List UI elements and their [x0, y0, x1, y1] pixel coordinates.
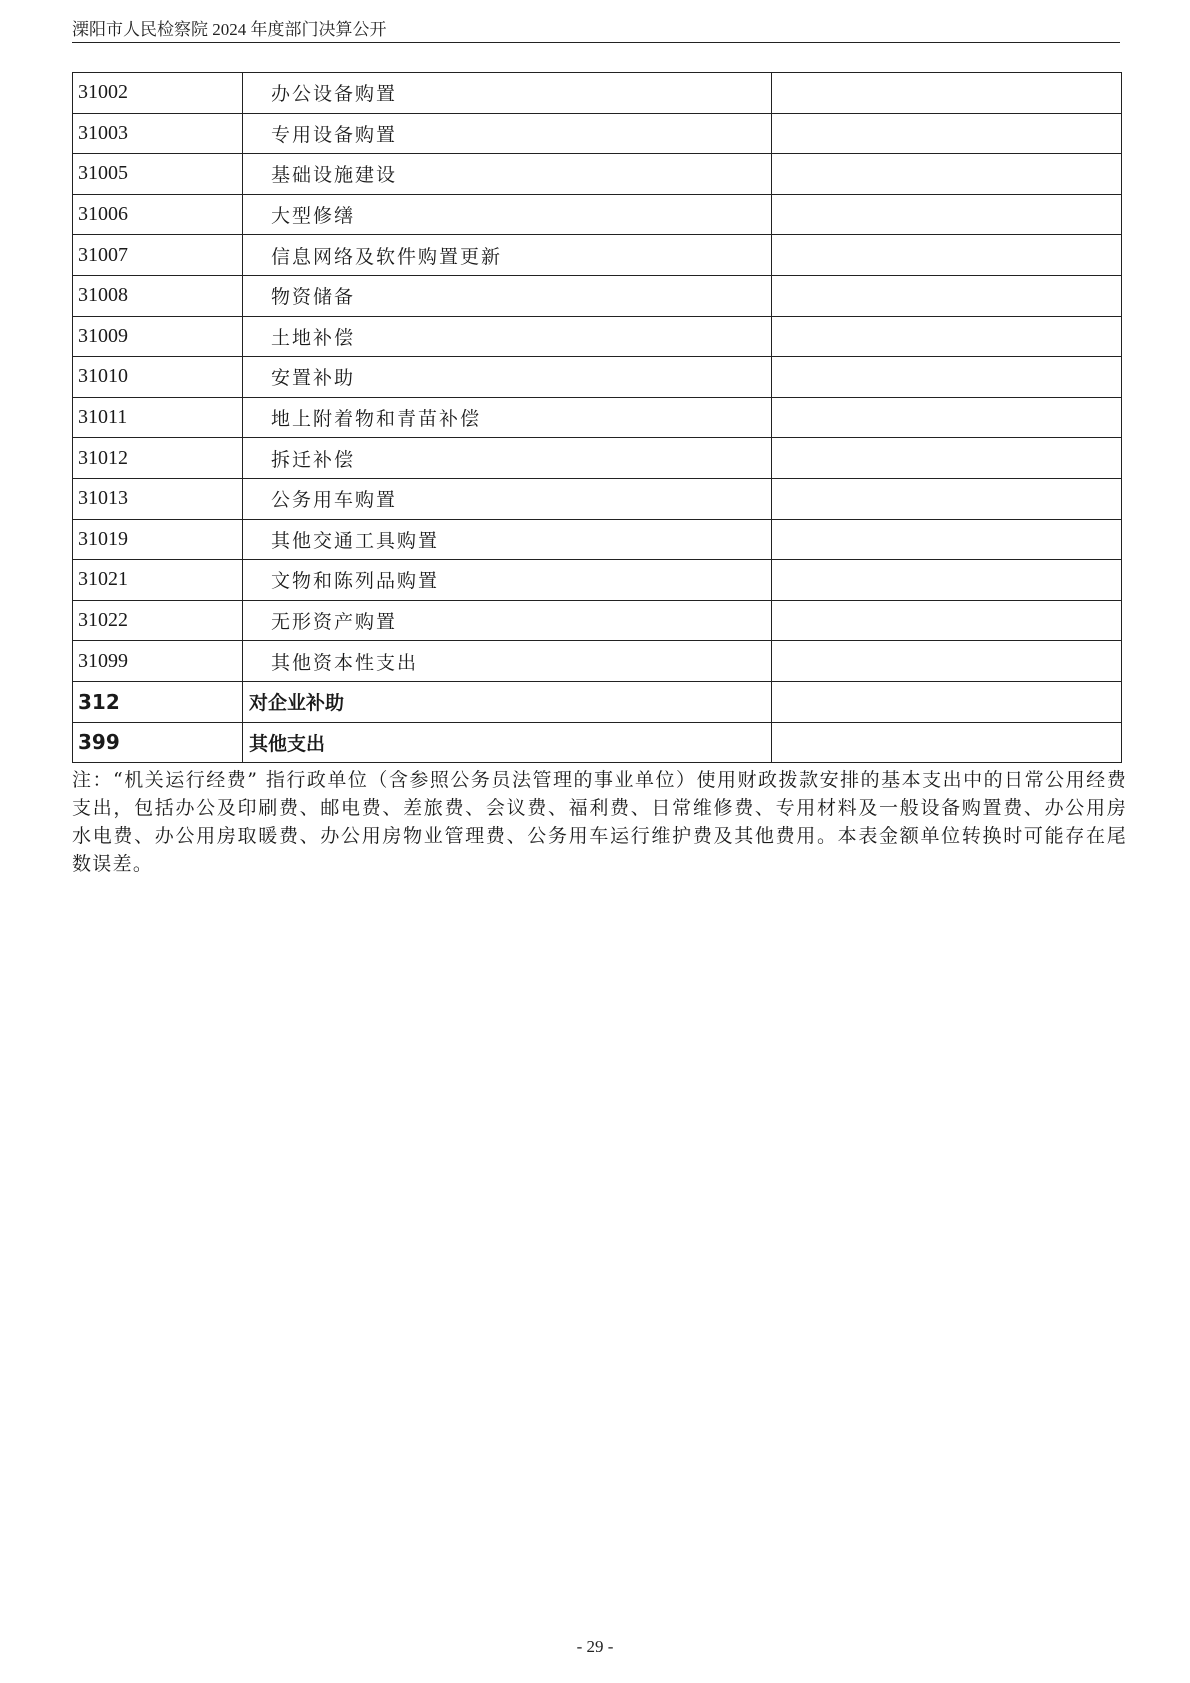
- cell-item-name: 公务用车购置: [243, 478, 772, 519]
- cell-item-name: 安置补助: [243, 357, 772, 398]
- running-header-title: 溧阳市人民检察院 2024 年度部门决算公开: [72, 20, 387, 39]
- table-row: [73, 275, 1122, 316]
- table-row: [73, 357, 1122, 398]
- cell-item-name: 地上附着物和青苗补偿: [243, 397, 772, 438]
- table-row: [73, 600, 1122, 641]
- cell-amount: [772, 681, 1122, 722]
- table-row: [73, 397, 1122, 438]
- table-footnote: 注：“机关运行经费” 指行政单位（含参照公务员法管理的事业单位）使用财政拨款安排的基本支出中的日常公用经费支出，包括办公及印刷费、邮电费、差旅费、会议费、福利费、日常维修费、专用材料及一般设备购置费、办公用房水电费、办公用房取暖费、办公用房物业管理费、公务用车运行维护费及其他费用。本表金额单位转换时可能存在尾数误差。: [72, 769, 1127, 875]
- table-row: [73, 519, 1122, 560]
- table-row: [73, 560, 1122, 601]
- cell-code: 31009: [73, 316, 243, 357]
- cell-amount: [772, 560, 1122, 601]
- cell-amount: [772, 357, 1122, 398]
- cell-item-name: 办公设备购置: [243, 73, 772, 114]
- page-number: - 29 -: [576, 1637, 614, 1656]
- cell-amount: [772, 722, 1122, 763]
- table-row: [73, 478, 1122, 519]
- cell-code: 31099: [73, 641, 243, 682]
- table-row: [73, 154, 1122, 195]
- table-row: [73, 438, 1122, 479]
- cell-code: 312: [73, 681, 243, 722]
- cell-amount: [772, 397, 1122, 438]
- expenditure-table: [72, 72, 1122, 763]
- cell-code: 31006: [73, 194, 243, 235]
- cell-code: 31005: [73, 154, 243, 195]
- cell-item-name: 物资储备: [243, 275, 772, 316]
- cell-item-name: 对企业补助: [243, 681, 772, 722]
- cell-code: 31022: [73, 600, 243, 641]
- cell-amount: [772, 154, 1122, 195]
- table-row: [73, 681, 1122, 722]
- cell-amount: [772, 641, 1122, 682]
- cell-amount: [772, 600, 1122, 641]
- cell-item-name: 专用设备购置: [243, 113, 772, 154]
- table-row: [73, 194, 1122, 235]
- cell-code: 31011: [73, 397, 243, 438]
- cell-item-name: 其他交通工具购置: [243, 519, 772, 560]
- cell-item-name: 土地补偿: [243, 316, 772, 357]
- table-row: [73, 73, 1122, 114]
- cell-code: 31003: [73, 113, 243, 154]
- cell-code: 31021: [73, 560, 243, 601]
- cell-code: 31002: [73, 73, 243, 114]
- cell-code: 399: [73, 722, 243, 763]
- cell-amount: [772, 194, 1122, 235]
- cell-item-name: 信息网络及软件购置更新: [243, 235, 772, 276]
- cell-item-name: 无形资产购置: [243, 600, 772, 641]
- cell-amount: [772, 438, 1122, 479]
- cell-code: 31012: [73, 438, 243, 479]
- cell-amount: [772, 519, 1122, 560]
- cell-amount: [772, 275, 1122, 316]
- cell-code: 31008: [73, 275, 243, 316]
- cell-amount: [772, 235, 1122, 276]
- cell-amount: [772, 73, 1122, 114]
- cell-item-name: 其他支出: [243, 722, 772, 763]
- table-row: [73, 316, 1122, 357]
- cell-code: 31007: [73, 235, 243, 276]
- cell-item-name: 基础设施建设: [243, 154, 772, 195]
- cell-item-name: 其他资本性支出: [243, 641, 772, 682]
- cell-code: 31019: [73, 519, 243, 560]
- cell-item-name: 大型修缮: [243, 194, 772, 235]
- header-rule: [72, 42, 1120, 43]
- cell-item-name: 拆迁补偿: [243, 438, 772, 479]
- cell-item-name: 文物和陈列品购置: [243, 560, 772, 601]
- cell-code: 31013: [73, 478, 243, 519]
- table-row: [73, 722, 1122, 763]
- cell-amount: [772, 478, 1122, 519]
- table-row: [73, 235, 1122, 276]
- cell-amount: [772, 113, 1122, 154]
- table-body: [73, 73, 1122, 763]
- table-row: [73, 113, 1122, 154]
- table-row: [73, 641, 1122, 682]
- cell-amount: [772, 316, 1122, 357]
- cell-code: 31010: [73, 357, 243, 398]
